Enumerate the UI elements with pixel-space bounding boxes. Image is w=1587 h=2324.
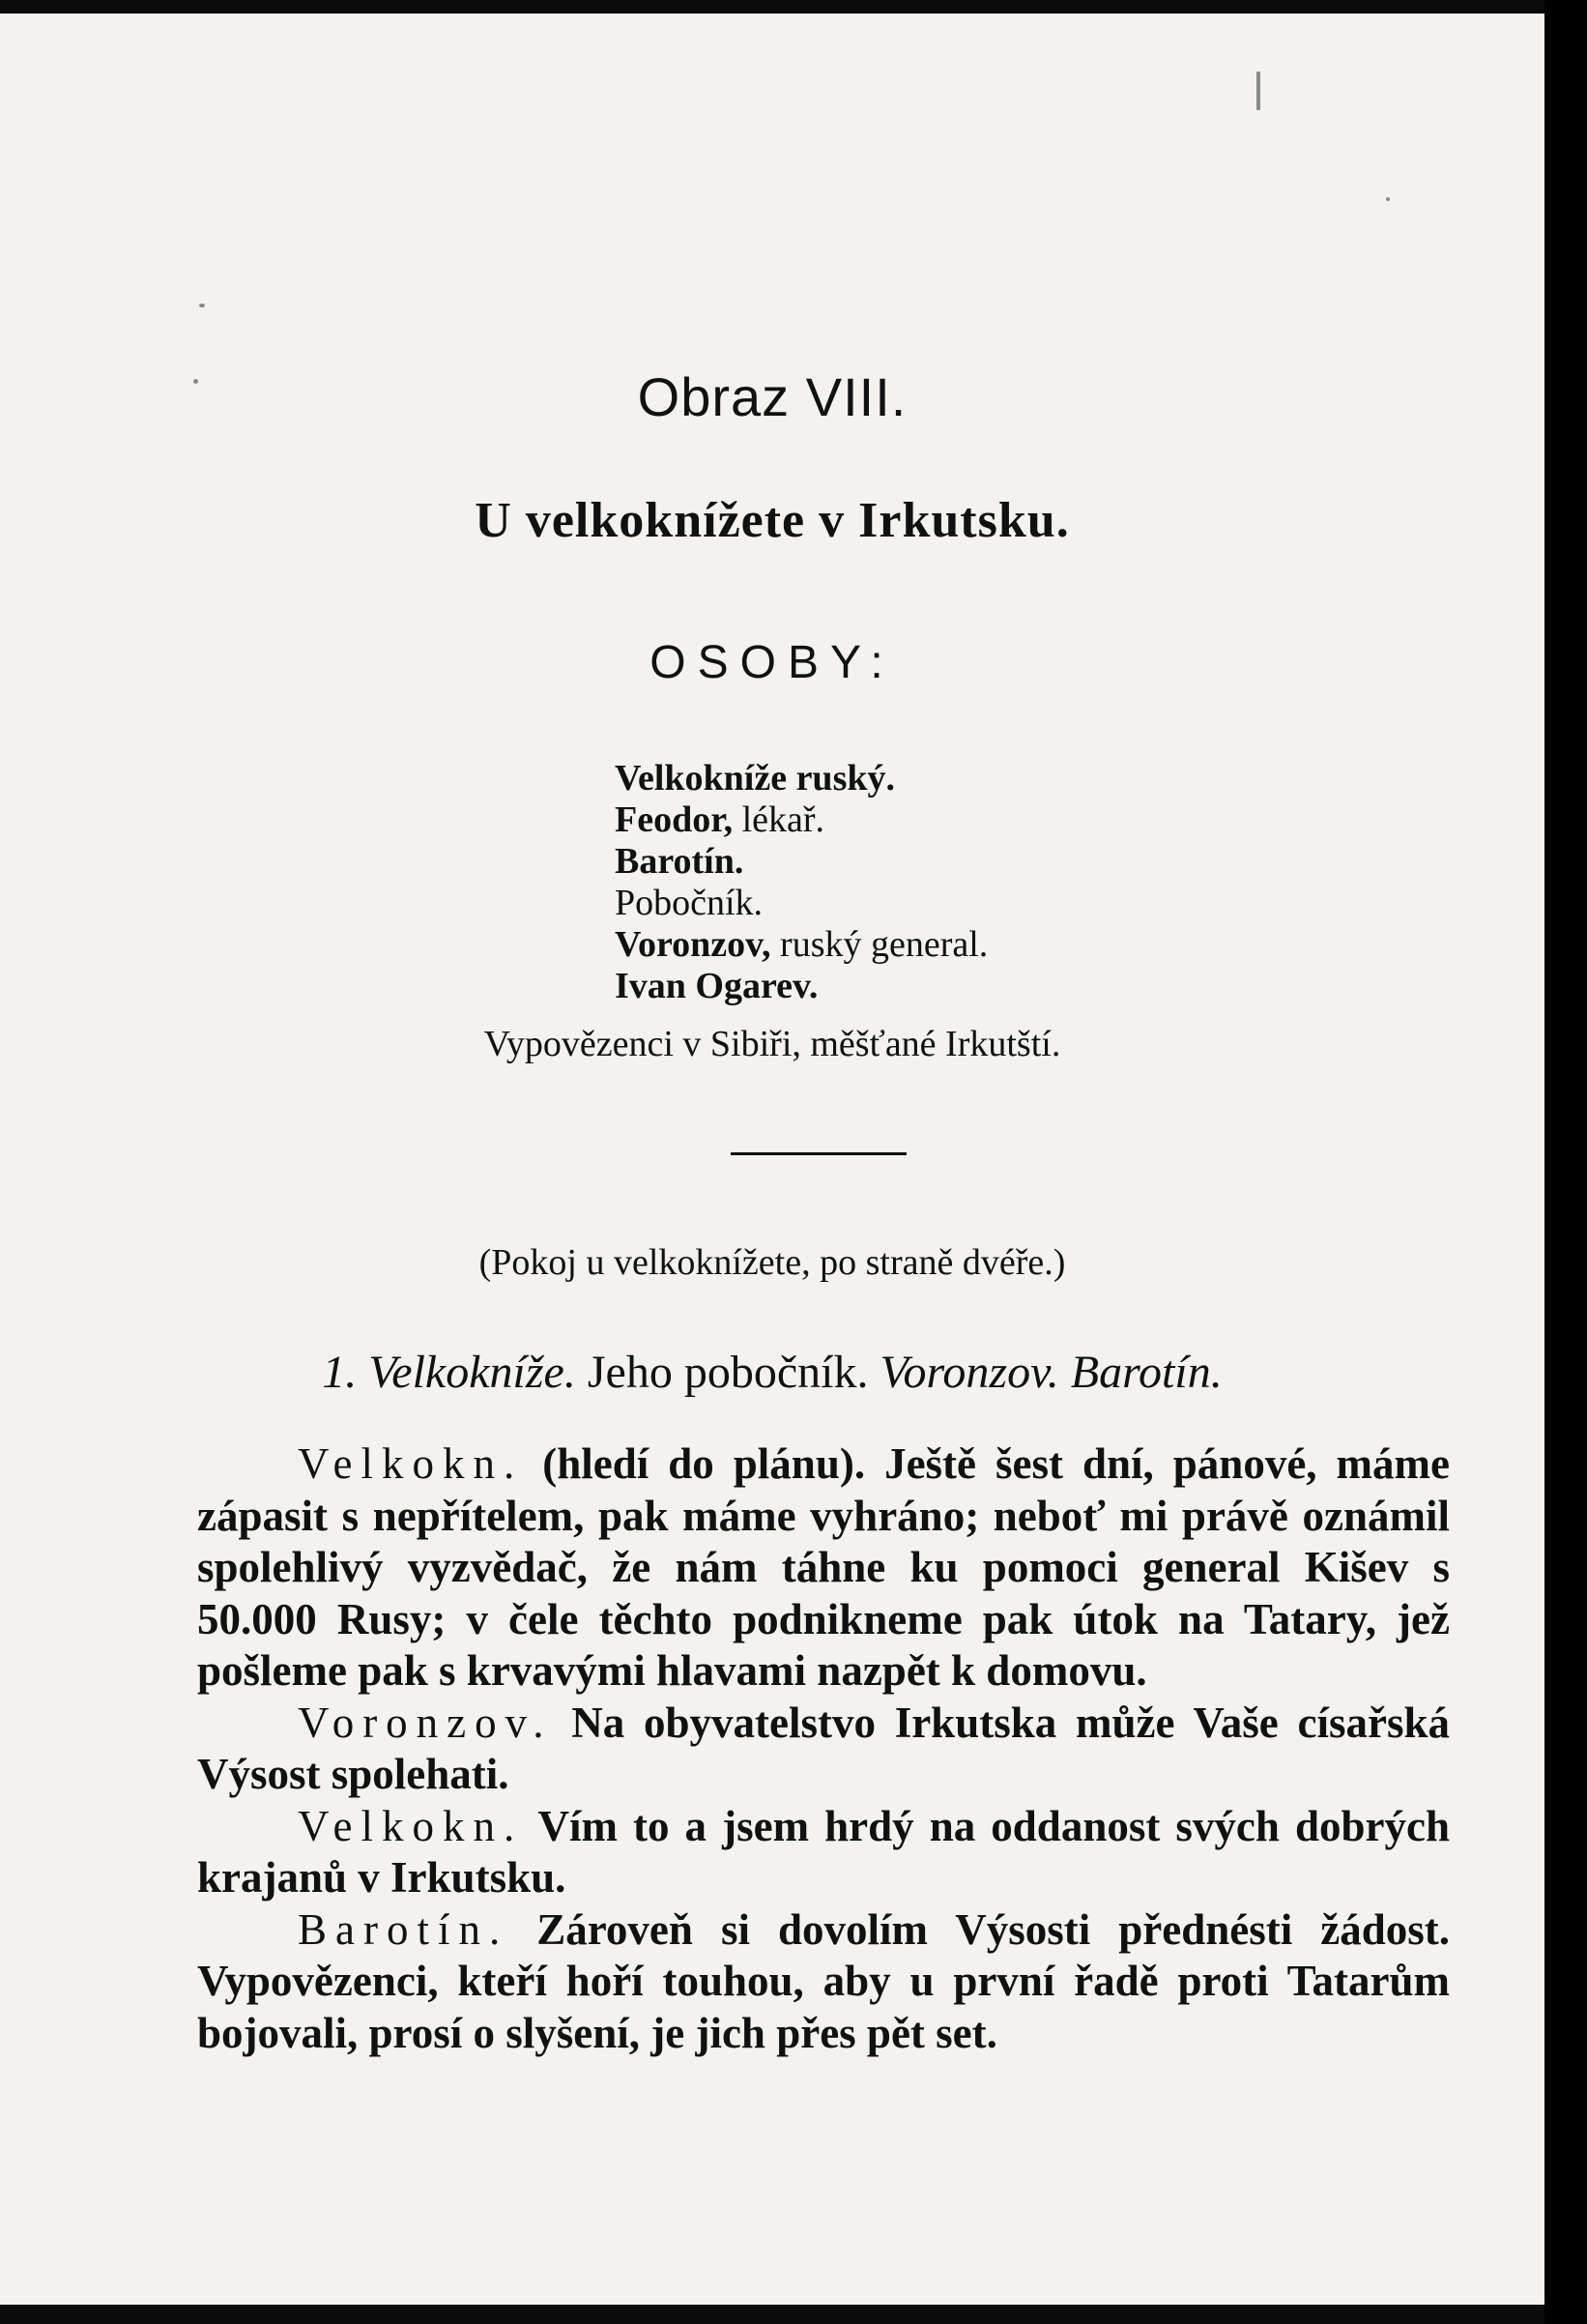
dialogue-line: Voronzov. Na obyvatelstvo Irkutska může Vaše císařská Výsost spolehati.	[197, 1698, 1450, 1798]
cast-item: Ivan Ogarev.	[615, 966, 819, 1006]
cast-item: Feodor, lékař.	[615, 799, 825, 840]
divider	[731, 1152, 907, 1155]
paper-speck	[193, 379, 198, 384]
speaker: Barotín.	[298, 1904, 509, 1954]
dialogue-line: Barotín. Zároveň si dovolím Výsosti přednésti žádost. Vypovězenci, kteří hoří touhou, aby u první řadě proti Tatarům bojovali, prosí o slyšení, je jich přes pět set.	[197, 1904, 1450, 2057]
paper-speck	[1386, 197, 1390, 201]
dialogue-line: Velkokn. (hledí do plánu). Ještě šest dní, pánové, máme zápasit s nepřítelem, pak máme vyhráno; neboť mi právě oznámil spolehlivý vyzvědač, že nám táhne ku pomoci general Kišev s 50.000 Rusy; v čele těchto podnikneme pak útok na Tatary, jež pošleme pak s krvavými hlavami nazpět k domovu.	[197, 1439, 1450, 1695]
cast-item-extras: Vypovězenci v Sibiři, měšťané Irkutští.	[483, 1024, 1061, 1064]
dialogue-line: Velkokn. Vím to a jsem hrdý na oddanost svých dobrých krajanů v Irkutsku.	[197, 1801, 1450, 1902]
dialogue	[197, 1438, 1450, 2059]
cast-item: Barotín.	[615, 841, 744, 882]
paper-speck	[199, 304, 205, 307]
persons-heading: OSOBY:	[649, 637, 895, 688]
page-title: Obraz VIII.	[637, 366, 908, 427]
stage-direction: (Pokoj u velkoknížete, po straně dvéře.)	[478, 1242, 1066, 1283]
cast-item: Pobočník.	[615, 883, 764, 923]
scene-heading: 1. Velkokníže. Jeho pobočník. Voronzov. Barotín.	[322, 1347, 1223, 1398]
speaker: Velkokn.	[298, 1801, 524, 1850]
speaker: Voronzov.	[298, 1698, 553, 1747]
book-page	[0, 14, 1544, 2305]
page-subtitle: U velkoknížete v Irkutsku.	[475, 493, 1070, 548]
cast-item: Velkokníže ruský.	[615, 758, 895, 799]
paper-speck	[1256, 72, 1260, 110]
cast-item: Voronzov, ruský general.	[615, 924, 989, 965]
speaker: Velkokn.	[298, 1439, 524, 1488]
scan-edge	[1544, 0, 1587, 2324]
cast-list	[615, 758, 988, 1007]
